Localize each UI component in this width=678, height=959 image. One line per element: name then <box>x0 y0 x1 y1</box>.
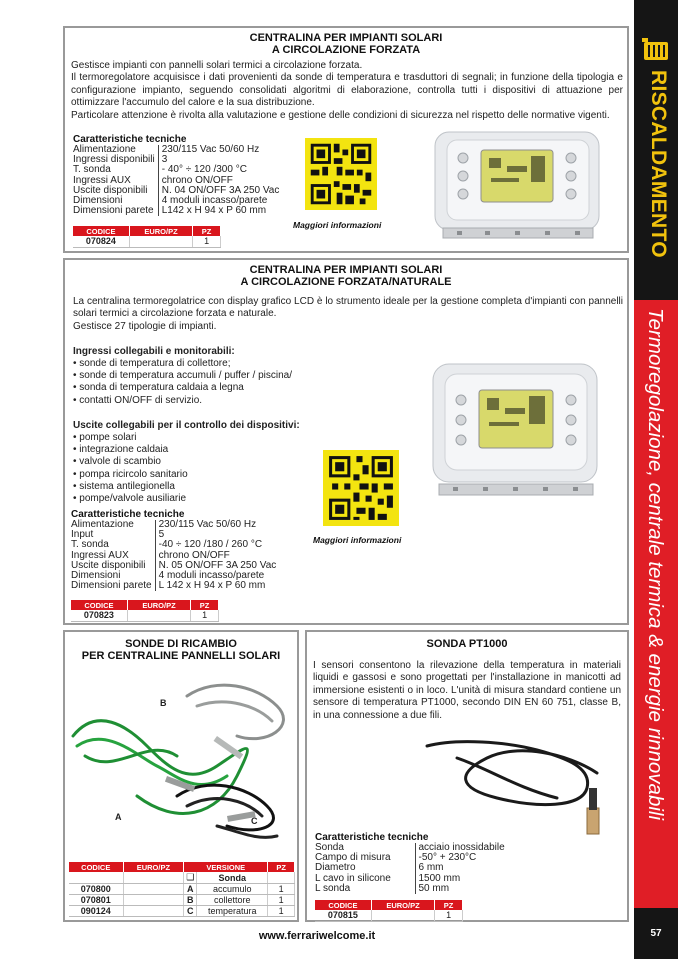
list-item: • valvole di scambio <box>73 456 161 468</box>
specs-title: Caratteristiche tecniche <box>73 134 187 145</box>
product-box-spare-probes <box>63 630 299 922</box>
list-item: • pompe/valvole ausiliarie <box>73 493 187 505</box>
qr-code[interactable] <box>305 138 377 210</box>
page-number: 57 <box>634 908 678 959</box>
inputs-list <box>73 358 292 407</box>
category-sidebar <box>634 0 678 959</box>
sidebar-subtitle: Termoregolazione, centrale termica & energie rinnovabili <box>644 308 667 821</box>
radiator-icon <box>642 36 670 64</box>
sidebar-category-block <box>634 0 678 300</box>
order-table: CODICE EURO/PZ VERSIONE PZ ❑ Sonda 070800 A accumulo 1 070801 B collettore 1 090124 C temperatura 1 <box>69 862 295 917</box>
list-item: • sonde di temperatura di collettore; <box>73 358 231 369</box>
product-title: CENTRALINA PER IMPIANTI SOLARI A CIRCOLAZIONE FORZATA/NATURALE <box>240 264 452 288</box>
list-item: • pompa ricircolo sanitario <box>73 468 188 480</box>
table-row: 070823 1 <box>71 610 219 621</box>
product-title: SONDA PT1000 <box>426 638 508 650</box>
order-table: CODICE EURO/PZ PZ 070815 1 <box>315 900 463 922</box>
sidebar-category-title: RISCALDAMENTO <box>647 70 670 258</box>
product-description: I sensori consentono la rilevazione della temperatura in materiali liquidi e gassosi e sono progettati per l'installazione in manicotti ad immersione esistenti o in loco. L'unità di misura standard contiene un sensore di temperatura PT1000, secondo DIN EN 60 751, classe B, in una connessione a due fili. <box>313 660 621 721</box>
controller-image <box>423 360 613 510</box>
specs-table: Alimentazione 230/115 Vac 50/60 Hz Ingressi disponibili 3 T. sonda - 40° ÷ 120 /300 °C Ingressi AUX chrono ON/OFF Uscite disponibili N. 04 ON/OFF 3A 250 Vac Dimensioni 4 moduli incasso/parete Dimensioni parete L142 x H 94 x P 60 mm <box>73 145 282 216</box>
order-table: CODICE EURO/PZ PZ 070824 1 <box>73 226 221 248</box>
table-row: 070801 B collettore 1 <box>69 895 295 906</box>
product-box-solar-forced <box>63 26 629 253</box>
footer-url[interactable]: www.ferrariwelcome.it <box>258 930 376 942</box>
inputs-title: Ingressi collegabili e monitorabili: <box>73 346 235 357</box>
probe-image <box>417 728 627 838</box>
outputs-title: Uscite collegabili per il controllo dei dispositivi: <box>73 420 300 431</box>
controller-image <box>425 126 615 244</box>
qr-code[interactable] <box>323 450 399 526</box>
label-b: B <box>160 698 167 708</box>
product-title: CENTRALINA PER IMPIANTI SOLARI A CIRCOLAZIONE FORZATA <box>249 32 443 56</box>
list-item: • sonda di temperatura caldaia a legna <box>73 382 244 394</box>
qr-caption: Maggiori informazioni <box>313 535 402 545</box>
list-item: • sistema antilegionella <box>73 480 175 492</box>
list-item: • pompe solari <box>73 432 137 443</box>
specs-title: Caratteristiche tecniche <box>315 832 429 843</box>
order-table: CODICE EURO/PZ PZ 070823 1 <box>71 600 219 622</box>
qr-caption: Maggiori informazioni <box>293 220 382 230</box>
product-box-solar-forced-natural <box>63 258 629 625</box>
sidebar-subtitle-block <box>634 300 678 908</box>
table-row: ❑ Sonda <box>69 872 295 884</box>
product-description: Gestisce impianti con pannelli solari termici a circolazione forzata. Il termoregolatore acquisisce i dati provenienti da sonde di temperatura e trasduttori di segnali; in funzione della tipologia e configurazione impianto, seguendo consolidati algoritmi di elaborazione, controlla tutti i dispositivi di attuazione per ottimizzare l'accumulo del calore e la sua distribuzione. Particolare attenzione è rivolta alla valutazione e gestione delle condizioni di sicurezza nel rispetto delle normative vigenti. <box>71 60 623 121</box>
table-row: 090124 C temperatura 1 <box>69 906 295 917</box>
outputs-list <box>73 432 188 505</box>
specs-table: Alimentazione 230/115 Vac 50/60 Hz Input 5 T. sonda -40 ÷ 120 /180 / 260 °C Ingressi AUX chrono ON/OFF Uscite disponibili N. 05 ON/OFF 3A 250 Vac Dimensioni 4 moduli incasso/parete Dimensioni parete L 142 x H 94 x P 60 mm <box>71 520 279 591</box>
list-item: • integrazione caldaia <box>73 444 169 456</box>
product-box-pt1000 <box>305 630 629 922</box>
probes-image <box>67 666 295 856</box>
list-item: • contatti ON/OFF di servizio. <box>73 394 203 406</box>
table-row: 070800 A accumulo 1 <box>69 884 295 895</box>
label-c: C <box>251 816 258 826</box>
specs-title: Caratteristiche tecniche <box>71 509 185 520</box>
checkbox-icon: ❑ <box>184 872 197 884</box>
list-item: • sonde di temperatura accumuli / puffer / piscina/ <box>73 370 292 382</box>
table-row: 070824 1 <box>73 236 221 247</box>
table-row: 070815 1 <box>315 910 463 921</box>
product-title: SONDE DI RICAMBIO PER CENTRALINE PANNELLI SOLARI <box>81 638 281 662</box>
specs-table: Sonda acciaio inossidabile Campo di misura -50° + 230°C Diametro 6 mm L cavo in silicone 1500 mm L sonda 50 mm <box>315 843 508 894</box>
product-description: La centralina termoregolatrice con display grafico LCD è lo strumento ideale per la gestione completa d'impianti con pannelli solari termici a circolazione forzata e naturale. Gestisce 27 tipologie di impianti. <box>73 296 623 332</box>
label-a: A <box>115 812 122 822</box>
